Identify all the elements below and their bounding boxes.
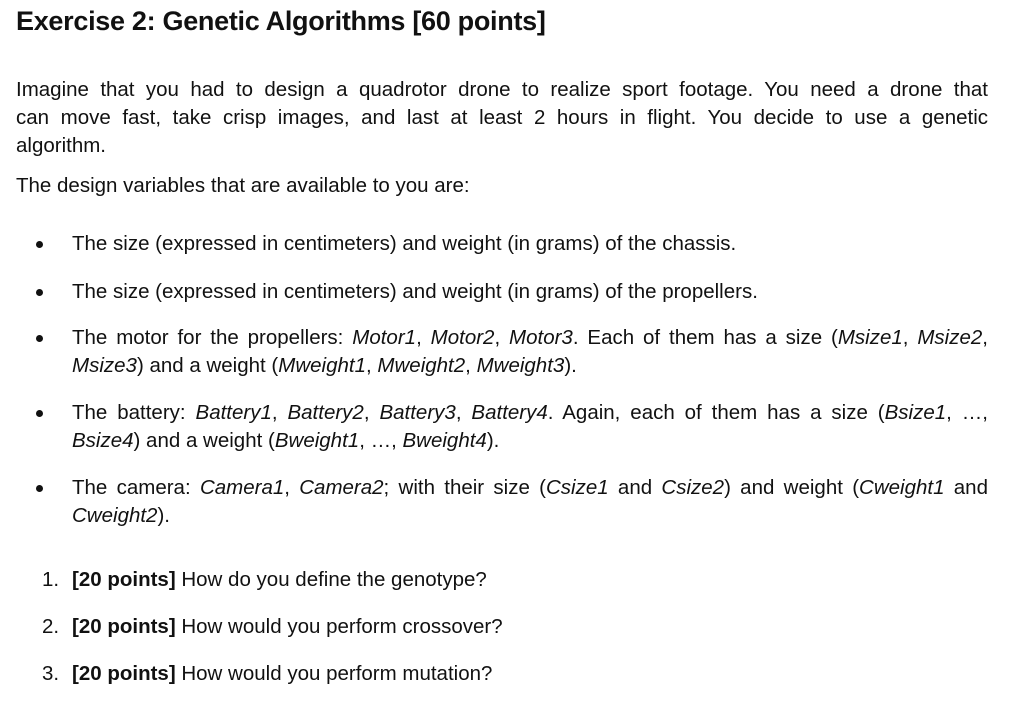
question-text: How do you define the genotype? [175, 568, 487, 591]
question-number: 2. [42, 615, 60, 638]
bullet-dot [36, 485, 43, 492]
intro-line-1: Imagine that you had to design a quadrotor drone to realize sport footage. You need a drone that [16, 78, 988, 101]
camera-line-1: The camera: Camera1, Camera2; with their size (Csize1 and Csize2) and weight (Cweight1 and [72, 476, 988, 499]
intro-line-2: can move fast, take crisp images, and last at least 2 hours in flight. You decide to use a genetic [16, 106, 988, 129]
question-body [72, 660, 492, 688]
bullet-dot [36, 410, 43, 417]
question-points: [20 points] [72, 615, 176, 638]
battery-line-2: Bsize4) and a weight (Bweight1, …, Bweight4). [72, 429, 500, 452]
bullet-dot [36, 241, 43, 248]
question-text: How would you perform mutation? [175, 662, 493, 685]
battery-text [72, 399, 988, 455]
question-number: 3. [42, 662, 60, 685]
motor-line-2: Msize3) and a weight (Mweight1, Mweight2, Mweight3). [72, 354, 577, 377]
camera-text [72, 474, 988, 530]
intro-paragraph [16, 76, 988, 160]
question-body [72, 613, 503, 641]
question-points: [20 points] [72, 568, 176, 591]
camera-line-2: Cweight2). [72, 504, 170, 527]
question-points: [20 points] [72, 662, 176, 685]
intro-line-3: algorithm. [16, 134, 107, 157]
bullet-dot [36, 289, 43, 296]
chassis-text: The size (expressed in centimeters) and weight (in grams) of the chassis. [72, 232, 737, 255]
propellers-text: The size (expressed in centimeters) and weight (in grams) of the propellers. [72, 280, 758, 303]
variables-lead: The design variables that are available to you are: [16, 174, 470, 197]
motor-line-1: The motor for the propellers: Motor1, Motor2, Motor3. Each of them has a size (Msize1, Msize2, [72, 326, 988, 349]
motor-text [72, 324, 988, 380]
bullet-dot [36, 335, 43, 342]
exercise-title: Exercise 2: Genetic Algorithms [60 points] [16, 6, 546, 36]
battery-line-1: The battery: Battery1, Battery2, Battery3, Battery4. Again, each of them has a size (Bsize1, …, [72, 401, 988, 424]
question-number: 1. [42, 568, 60, 591]
question-text: How would you perform crossover? [175, 615, 503, 638]
question-body [72, 566, 487, 594]
